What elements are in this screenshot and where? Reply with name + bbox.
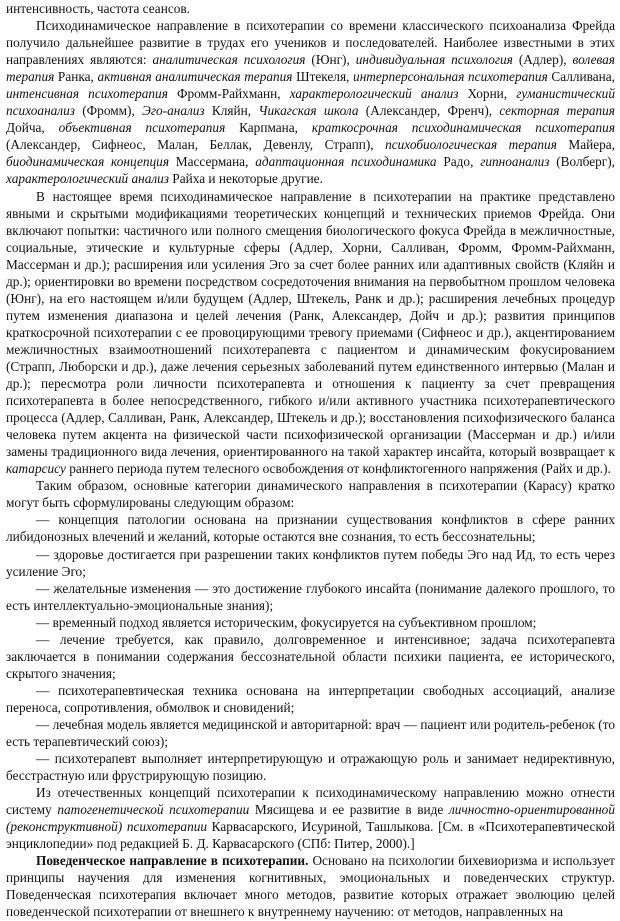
text-run: В настоящее время психодинамическое направление в психотерапии на практике представлено явными и скрытыми модификациями теоретических концепций и технических приемов Фрейда. Они включают попытки: частичного или полного смещения биологического фокуса Фрейда в межличностные, социальные, этические и культурные сферы (Адлер, Хорни, Салливан, Фромм, Фромм-Райхманн, Массерман и др.); расширения или усиления Эго за счет более ранних или адаптивных свойств (Кляйн и др.); ориентировки во времени посредством сосредоточения внимания на первобытном прошлом человека (Юнг), на его настоящем и/или будущем (Адлер, Штекель, Ранк и др.); расширения лечебных процедур путем изменения диапазона и целей лечения (Ранк, Александер, Дойч и др.); развития принципов краткосрочной психотерапии с ее провоцирующими тревогу приемами (Сифнеос и др.), акцентированием межличностных взаимоотношений психотерапевта с пациентом и динамическим фокусированием (Страпп, Люборски и др.), даже лечения серьезных заболеваний путем единственного интервью (Малан и др.); пересмотра роли личности психотерапевта и отношения к пациенту за счет превращения психотерапевта в более непосредственного, гибкого и/или активного участника психотерапевтического процесса (Адлер, Салливан, Ранк, Александер, Штекель и др.); восстановления психофизического баланса человека путем акцента на физической части психофизической организации (Массерман и др.) и/или замены традиционного вида лечения, ориентированного на такой характер инсайта, который возвращает к <box>6 188 615 460</box>
italic-term: волевая терапия <box>6 52 615 85</box>
italic-term: характерологический анализ <box>6 171 169 187</box>
italic-term: активная аналитическая терапия <box>97 69 293 85</box>
lead-line: интенсивность, частота сеансов. <box>6 1 190 16</box>
paragraph-domestic-concepts <box>6 784 615 852</box>
dash-item-therapist-role: — психотерапевт выполняет интерпретирующую и отражающую роль и занимает недирективную, бесстрастную или фрустрирующую позицию. <box>6 751 615 784</box>
italic-term: аналитическая психология <box>152 52 306 68</box>
italic-term: биодинамическая концепция <box>6 154 170 170</box>
italic-term: краткосрочная психодинамическая психотерапия <box>311 120 615 136</box>
dash-item-time-approach: — временный подход является историческим, фокусируется на субъективном прошлом; <box>36 614 537 630</box>
text-run: Салливана, <box>547 69 616 85</box>
text-run: Карвасарского, Исуриной, Ташлыкова. [См. в «Психотерапевтической энциклопедии» под редакцией Б. Д. Карвасарского (СПб: Питер, 2000).] <box>6 819 615 852</box>
bold-heading: Поведенческое направление в психотерапии. <box>36 853 309 869</box>
italic-term: катарсису <box>6 461 66 477</box>
italic-term: патогенетической психотерапии <box>57 802 250 818</box>
italic-term: гипноанализ <box>480 154 550 170</box>
dash-item-technique: — психотерапевтическая техника основана на интерпретации свободных ассоциаций, анализе переноса, сопротивления, обмолвок и сновидений; <box>6 682 615 715</box>
dash-item-pathology: — концепция патологии основана на признании существования конфликтов в сфере ранних либидонозных влечений и желаний, которые остаются вне сознания, то есть бессознательны; <box>6 512 615 545</box>
text-run: Фромм-Райхманн, <box>167 86 290 102</box>
text-run: (Адлер), <box>512 52 573 68</box>
text-run: (Александер, Френч), <box>358 103 500 119</box>
italic-term: интерперсональная психотерапия <box>353 69 548 85</box>
text-run: (Александер, Сифнеос, Малан, Беллак, Девенлу, Страпп), <box>6 137 386 153</box>
text-run: (Фромм), <box>74 103 143 119</box>
dash-item-treatment: — лечение требуется, как правило, долговременное и интенсивное; задача психотерапевта заключается в понимании содержания бессознательной области психики пациента, ее исторического, скрытого значения; <box>6 631 615 681</box>
italic-term: личностно-ориентированной (реконструктивной) психотерапии <box>6 802 615 835</box>
text-run: Основано на психологии бихевиоризма и использует принципы научения для изменения когнитивных, эмоциональных и поведенческих структур. Поведенческая психотерапия включает много методов, развитие которых отражает эволюцию целей поведенческой психотерапии от внешнего к внутреннему научению: от методов, направленных на <box>6 853 615 920</box>
dash-item-changes: — желательные изменения — это достижение глубокого инсайта (понимание далекого прошлого, то есть интеллектуально-эмоциональные знания); <box>6 580 615 613</box>
text-run: Карпмана, <box>225 120 312 136</box>
italic-term: характерологический анализ <box>289 86 459 102</box>
text-run: (Волберг), <box>549 154 615 170</box>
paragraph-categories-intro: Таким образом, основные категории динамического направления в психотерапии (Карасу) кратко могут быть сформулированы следующим образом: <box>6 478 615 511</box>
paragraph-behavioral-direction <box>6 852 615 920</box>
text-run: Кляйн, <box>204 103 259 119</box>
italic-term: индивидуальная психология <box>355 52 513 68</box>
dash-item-model: — лечебная модель является медицинской и авторитарной: врач — пациент или родитель-ребенок (то есть терапевтический союз); <box>6 716 615 750</box>
text-run: (Юнг), <box>305 52 356 68</box>
dash-item-health: — здоровье достигается при разрешении таких конфликтов путем победы Эго над Ид, то есть через усиление Эго; <box>6 546 615 579</box>
text-run: Дойча, <box>6 120 59 136</box>
italic-term: секторная терапия <box>499 103 615 119</box>
text-run: Ранка, <box>54 69 98 85</box>
text-run: Радо, <box>436 154 481 170</box>
text-run: Психодинамическое направление в психотерапии со времени классического психоанализа Фрейда получило дальнейшее развитие в трудах его учеников и последователей. Наиболее известными в этих направлениях являются: <box>6 18 615 68</box>
text-run: Мясищева и ее развитие в виде <box>249 802 449 818</box>
italic-term: Чикагская школа <box>258 103 359 119</box>
paragraph-psychodynamic-schools <box>6 17 615 187</box>
italic-term: интенсивная психотерапия <box>6 86 168 102</box>
paragraph-modern-modifications <box>6 188 615 478</box>
text-run: Хорни, <box>458 86 517 102</box>
italic-term: объективная психотерапия <box>58 120 226 136</box>
text-run: Райха и некоторые другие. <box>168 171 323 187</box>
text-run: Майера, <box>556 137 615 153</box>
text-run: Из отечественных концепций психотерапии к психодинамическому направлению можно отнести систему <box>6 785 615 818</box>
italic-term: гуманистический психоанализ <box>6 86 615 119</box>
italic-term: психобиологическая терапия <box>385 137 557 153</box>
text-run: Штекеля, <box>292 69 354 85</box>
text-run: Массермана, <box>169 154 256 170</box>
text-run: раннего периода путем телесного освобождения от конфликтогенного напряжения (Райх и др.). <box>65 461 611 477</box>
italic-term: Эго-анализ <box>142 103 205 119</box>
italic-term: адаптационная психодинамика <box>255 154 437 170</box>
